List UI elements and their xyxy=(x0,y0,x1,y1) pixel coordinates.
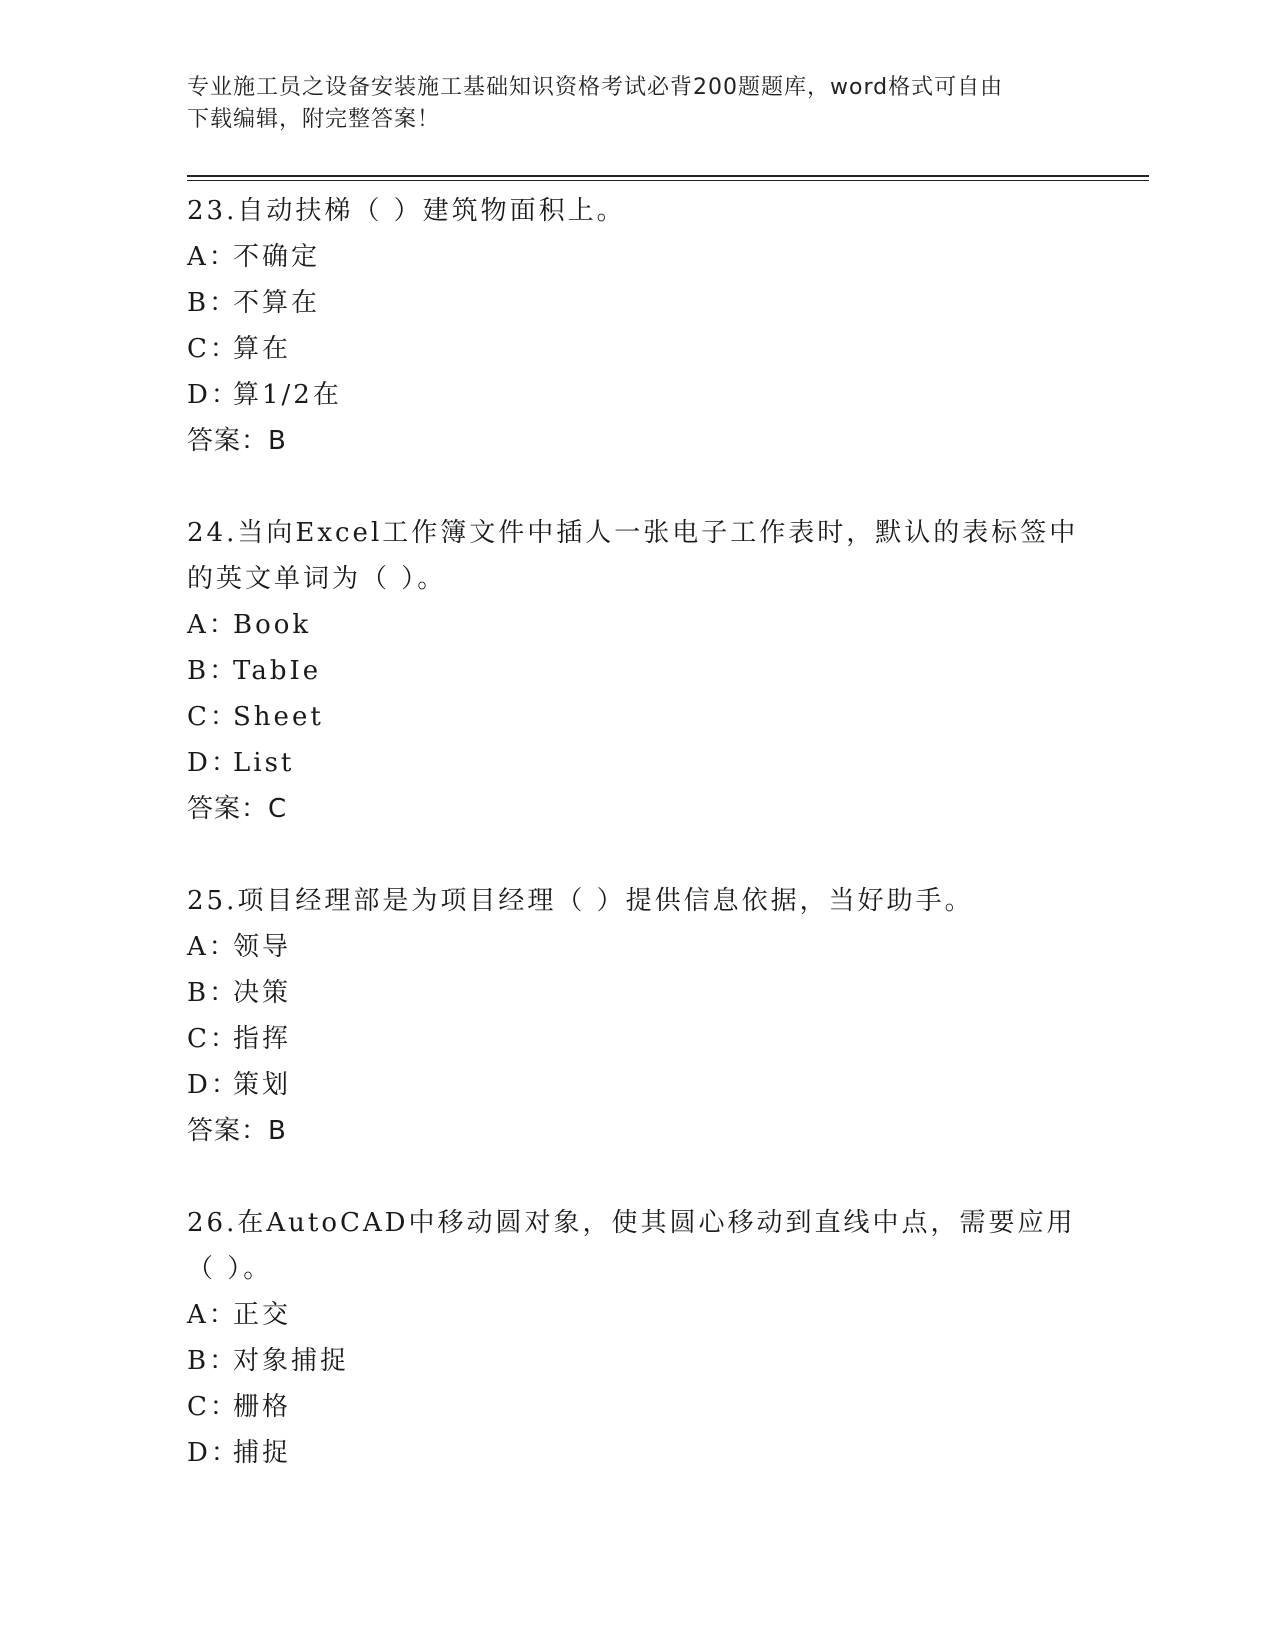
option-text: Book xyxy=(233,610,312,640)
question-26 xyxy=(187,1200,1087,1476)
option-d xyxy=(187,372,1087,418)
answer-line: 答案：B xyxy=(187,426,287,456)
option-text: 不确定 xyxy=(233,242,321,272)
option-text: 领导 xyxy=(233,932,292,962)
question-stem: 23.自动扶梯（ ）建筑物面积上。 xyxy=(187,196,626,226)
document-header xyxy=(187,72,1067,136)
option-c xyxy=(187,326,1087,372)
question-stem: 26.在AutoCAD中移动圆对象，使其圆心移动到直线中点，需要应用（ ）。 xyxy=(187,1208,1076,1284)
option-letter: B： xyxy=(187,1346,239,1376)
question-25 xyxy=(187,878,1087,1154)
option-letter: A： xyxy=(187,932,238,962)
header-divider-thin xyxy=(187,180,1149,181)
question-24 xyxy=(187,510,1087,832)
option-letter: D： xyxy=(187,380,240,410)
option-letter: B： xyxy=(187,288,239,318)
option-b xyxy=(187,1338,1087,1384)
option-text: 策划 xyxy=(233,1070,292,1100)
option-b xyxy=(187,280,1087,326)
option-text: 指挥 xyxy=(233,1024,292,1054)
option-text: 决策 xyxy=(233,978,292,1008)
option-d xyxy=(187,1430,1087,1476)
answer-line: 答案：C xyxy=(187,794,288,824)
option-c xyxy=(187,694,1087,740)
option-text: List xyxy=(233,748,295,778)
header-line-1: 专业施工员之设备安装施工基础知识资格考试必背200题题库，word格式可自由 xyxy=(187,75,1004,100)
option-a xyxy=(187,602,1087,648)
option-d xyxy=(187,1062,1087,1108)
option-letter: D： xyxy=(187,748,240,778)
option-text: 捕捉 xyxy=(233,1438,292,1468)
option-text: 不算在 xyxy=(233,288,321,318)
option-letter: C： xyxy=(187,1024,239,1054)
option-a xyxy=(187,924,1087,970)
option-b xyxy=(187,648,1087,694)
header-line-2: 下载编辑，附完整答案！ xyxy=(187,107,441,132)
option-letter: A： xyxy=(187,1300,238,1330)
question-list xyxy=(187,188,1087,1476)
option-a xyxy=(187,234,1087,280)
answer-line: 答案：B xyxy=(187,1116,287,1146)
option-d xyxy=(187,740,1087,786)
question-stem: 24.当向Excel工作簿文件中插人一张电子工作表时，默认的表标签中的英文单词为（ ）。 xyxy=(187,518,1079,594)
option-letter: C： xyxy=(187,1392,239,1422)
option-text: 正交 xyxy=(233,1300,292,1330)
option-letter: C： xyxy=(187,334,239,364)
option-a xyxy=(187,1292,1087,1338)
option-letter: B： xyxy=(187,656,239,686)
question-23 xyxy=(187,188,1087,464)
option-text: TabIe xyxy=(233,656,322,686)
option-letter: B： xyxy=(187,978,239,1008)
header-divider-thick xyxy=(187,175,1149,177)
option-text: 对象捕捉 xyxy=(233,1346,350,1376)
option-c xyxy=(187,1384,1087,1430)
option-letter: C： xyxy=(187,702,239,732)
option-letter: A： xyxy=(187,610,238,640)
option-letter: D： xyxy=(187,1438,240,1468)
option-text: 算在 xyxy=(233,334,292,364)
option-letter: D： xyxy=(187,1070,240,1100)
option-text: Sheet xyxy=(233,702,324,732)
option-c xyxy=(187,1016,1087,1062)
option-text: 算1/2在 xyxy=(233,380,342,410)
option-letter: A： xyxy=(187,242,238,272)
option-text: 栅格 xyxy=(233,1392,292,1422)
option-b xyxy=(187,970,1087,1016)
question-stem: 25.项目经理部是为项目经理（ ）提供信息依据，当好助手。 xyxy=(187,886,974,916)
